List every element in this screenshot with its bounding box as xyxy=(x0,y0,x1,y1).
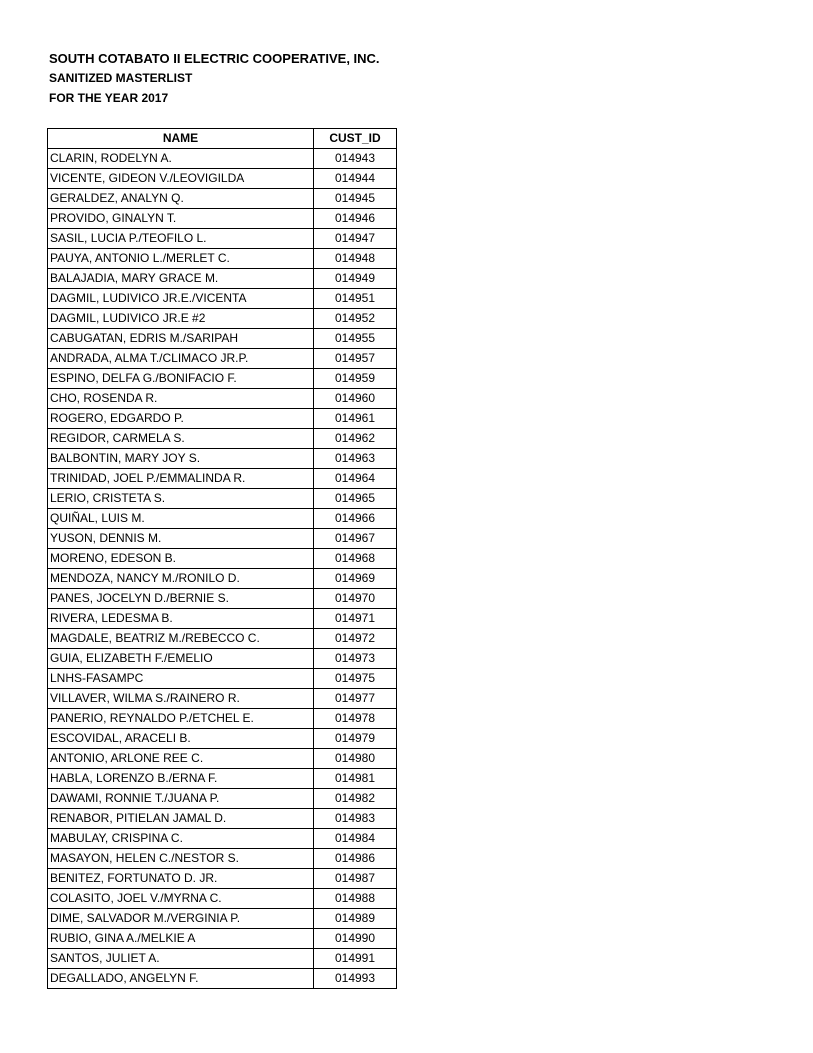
customer-id-cell: 014987 xyxy=(314,869,397,889)
customer-name-cell: PROVIDO, GINALYN T. xyxy=(48,209,314,229)
customer-id-cell: 014973 xyxy=(314,649,397,669)
customer-id-cell: 014957 xyxy=(314,349,397,369)
customer-name-cell: MASAYON, HELEN C./NESTOR S. xyxy=(48,849,314,869)
customer-id-cell: 014990 xyxy=(314,929,397,949)
customer-name-cell: SASIL, LUCIA P./TEOFILO L. xyxy=(48,229,314,249)
table-row xyxy=(48,709,397,729)
document-subtitle: SANITIZED MASTERLIST xyxy=(49,71,193,85)
customer-id-cell: 014981 xyxy=(314,769,397,789)
table-row xyxy=(48,349,397,369)
customer-name-cell: ESCOVIDAL, ARACELI B. xyxy=(48,729,314,749)
customer-id-cell: 014947 xyxy=(314,229,397,249)
table-row xyxy=(48,429,397,449)
table-row xyxy=(48,669,397,689)
table-body xyxy=(48,149,397,989)
customer-id-cell: 014966 xyxy=(314,509,397,529)
table-row xyxy=(48,789,397,809)
table-row xyxy=(48,569,397,589)
customer-id-cell: 014972 xyxy=(314,629,397,649)
customer-name-cell: BENITEZ, FORTUNATO D. JR. xyxy=(48,869,314,889)
customer-id-cell: 014960 xyxy=(314,389,397,409)
table-row xyxy=(48,829,397,849)
customer-name-cell: GUIA, ELIZABETH F./EMELIO xyxy=(48,649,314,669)
customer-name-cell: ROGERO, EDGARDO P. xyxy=(48,409,314,429)
customer-name-cell: DAGMIL, LUDIVICO JR.E #2 xyxy=(48,309,314,329)
table-row xyxy=(48,649,397,669)
table-row xyxy=(48,369,397,389)
table-row xyxy=(48,509,397,529)
customer-id-cell: 014944 xyxy=(314,169,397,189)
customer-name-cell: ANDRADA, ALMA T./CLIMACO JR.P. xyxy=(48,349,314,369)
table-row xyxy=(48,749,397,769)
table-row xyxy=(48,889,397,909)
table-row xyxy=(48,449,397,469)
table-row xyxy=(48,169,397,189)
customer-name-cell: CABUGATAN, EDRIS M./SARIPAH xyxy=(48,329,314,349)
table-row xyxy=(48,969,397,989)
customer-id-cell: 014979 xyxy=(314,729,397,749)
customer-id-cell: 014948 xyxy=(314,249,397,269)
customer-id-cell: 014962 xyxy=(314,429,397,449)
customer-name-cell: CHO, ROSENDA R. xyxy=(48,389,314,409)
customer-name-cell: VICENTE, GIDEON V./LEOVIGILDA xyxy=(48,169,314,189)
document-year-line: FOR THE YEAR 2017 xyxy=(49,91,169,105)
customer-id-cell: 014986 xyxy=(314,849,397,869)
table-row xyxy=(48,229,397,249)
customer-name-cell: MENDOZA, NANCY M./RONILO D. xyxy=(48,569,314,589)
customer-name-cell: MAGDALE, BEATRIZ M./REBECCO C. xyxy=(48,629,314,649)
customer-name-cell: LERIO, CRISTETA S. xyxy=(48,489,314,509)
table-row xyxy=(48,249,397,269)
table-row xyxy=(48,389,397,409)
column-header-cust-id: CUST_ID xyxy=(314,129,397,149)
customer-id-cell: 014949 xyxy=(314,269,397,289)
customer-id-cell: 014970 xyxy=(314,589,397,609)
customer-name-cell: BALBONTIN, MARY JOY S. xyxy=(48,449,314,469)
customer-name-cell: VILLAVER, WILMA S./RAINERO R. xyxy=(48,689,314,709)
table-row xyxy=(48,149,397,169)
customer-id-cell: 014977 xyxy=(314,689,397,709)
table-row xyxy=(48,729,397,749)
customer-id-cell: 014980 xyxy=(314,749,397,769)
table-row xyxy=(48,689,397,709)
customer-name-cell: YUSON, DENNIS M. xyxy=(48,529,314,549)
table-row xyxy=(48,609,397,629)
table-row xyxy=(48,589,397,609)
document-header xyxy=(49,50,380,108)
customer-name-cell: PANES, JOCELYN D./BERNIE S. xyxy=(48,589,314,609)
customer-name-cell: PAUYA, ANTONIO L./MERLET C. xyxy=(48,249,314,269)
table-row xyxy=(48,869,397,889)
table-row xyxy=(48,269,397,289)
table-row xyxy=(48,849,397,869)
header-row xyxy=(48,129,397,149)
table-row xyxy=(48,929,397,949)
customer-name-cell: REGIDOR, CARMELA S. xyxy=(48,429,314,449)
table-row xyxy=(48,549,397,569)
table-row xyxy=(48,189,397,209)
column-header-name: NAME xyxy=(48,129,314,149)
customer-name-cell: DIME, SALVADOR M./VERGINIA P. xyxy=(48,909,314,929)
customer-id-cell: 014978 xyxy=(314,709,397,729)
customer-id-cell: 014945 xyxy=(314,189,397,209)
customer-id-cell: 014993 xyxy=(314,969,397,989)
customer-id-cell: 014955 xyxy=(314,329,397,349)
customer-id-cell: 014975 xyxy=(314,669,397,689)
customer-name-cell: TRINIDAD, JOEL P./EMMALINDA R. xyxy=(48,469,314,489)
customer-name-cell: COLASITO, JOEL V./MYRNA C. xyxy=(48,889,314,909)
table-row xyxy=(48,529,397,549)
customer-name-cell: CLARIN, RODELYN A. xyxy=(48,149,314,169)
customer-id-cell: 014943 xyxy=(314,149,397,169)
customer-id-cell: 014959 xyxy=(314,369,397,389)
customer-name-cell: LNHS-FASAMPC xyxy=(48,669,314,689)
customer-name-cell: ANTONIO, ARLONE REE C. xyxy=(48,749,314,769)
table-row xyxy=(48,909,397,929)
customer-id-cell: 014968 xyxy=(314,549,397,569)
customer-id-cell: 014988 xyxy=(314,889,397,909)
table-row xyxy=(48,289,397,309)
table-row xyxy=(48,809,397,829)
customer-id-cell: 014989 xyxy=(314,909,397,929)
customer-id-cell: 014951 xyxy=(314,289,397,309)
customer-name-cell: PANERIO, REYNALDO P./ETCHEL E. xyxy=(48,709,314,729)
customer-name-cell: SANTOS, JULIET A. xyxy=(48,949,314,969)
customer-name-cell: BALAJADIA, MARY GRACE M. xyxy=(48,269,314,289)
customer-id-cell: 014971 xyxy=(314,609,397,629)
table-row xyxy=(48,949,397,969)
customer-id-cell: 014952 xyxy=(314,309,397,329)
customer-name-cell: ESPINO, DELFA G./BONIFACIO F. xyxy=(48,369,314,389)
customer-id-cell: 014961 xyxy=(314,409,397,429)
customer-id-cell: 014982 xyxy=(314,789,397,809)
customer-name-cell: RUBIO, GINA A./MELKIE A xyxy=(48,929,314,949)
customer-name-cell: DAWAMI, RONNIE T./JUANA P. xyxy=(48,789,314,809)
table-row xyxy=(48,489,397,509)
customer-id-cell: 014984 xyxy=(314,829,397,849)
customer-id-cell: 014946 xyxy=(314,209,397,229)
document-title: SOUTH COTABATO II ELECTRIC COOPERATIVE, INC. xyxy=(49,51,380,66)
table-row xyxy=(48,629,397,649)
customer-name-cell: RIVERA, LEDESMA B. xyxy=(48,609,314,629)
customer-id-cell: 014965 xyxy=(314,489,397,509)
customer-name-cell: QUIÑAL, LUIS M. xyxy=(48,509,314,529)
customer-id-cell: 014963 xyxy=(314,449,397,469)
customer-name-cell: DAGMIL, LUDIVICO JR.E./VICENTA xyxy=(48,289,314,309)
table-row xyxy=(48,329,397,349)
table-row xyxy=(48,469,397,489)
customer-name-cell: DEGALLADO, ANGELYN F. xyxy=(48,969,314,989)
customer-id-cell: 014991 xyxy=(314,949,397,969)
customer-id-cell: 014964 xyxy=(314,469,397,489)
customer-id-cell: 014967 xyxy=(314,529,397,549)
table-row xyxy=(48,409,397,429)
table-row xyxy=(48,309,397,329)
customer-id-cell: 014983 xyxy=(314,809,397,829)
customer-name-cell: RENABOR, PITIELAN JAMAL D. xyxy=(48,809,314,829)
customer-name-cell: MABULAY, CRISPINA C. xyxy=(48,829,314,849)
table-row xyxy=(48,769,397,789)
customer-name-cell: GERALDEZ, ANALYN Q. xyxy=(48,189,314,209)
customer-name-cell: HABLA, LORENZO B./ERNA F. xyxy=(48,769,314,789)
table-row xyxy=(48,209,397,229)
masterlist-table xyxy=(47,128,397,989)
customer-name-cell: MORENO, EDESON B. xyxy=(48,549,314,569)
customer-id-cell: 014969 xyxy=(314,569,397,589)
table-header xyxy=(48,129,397,149)
